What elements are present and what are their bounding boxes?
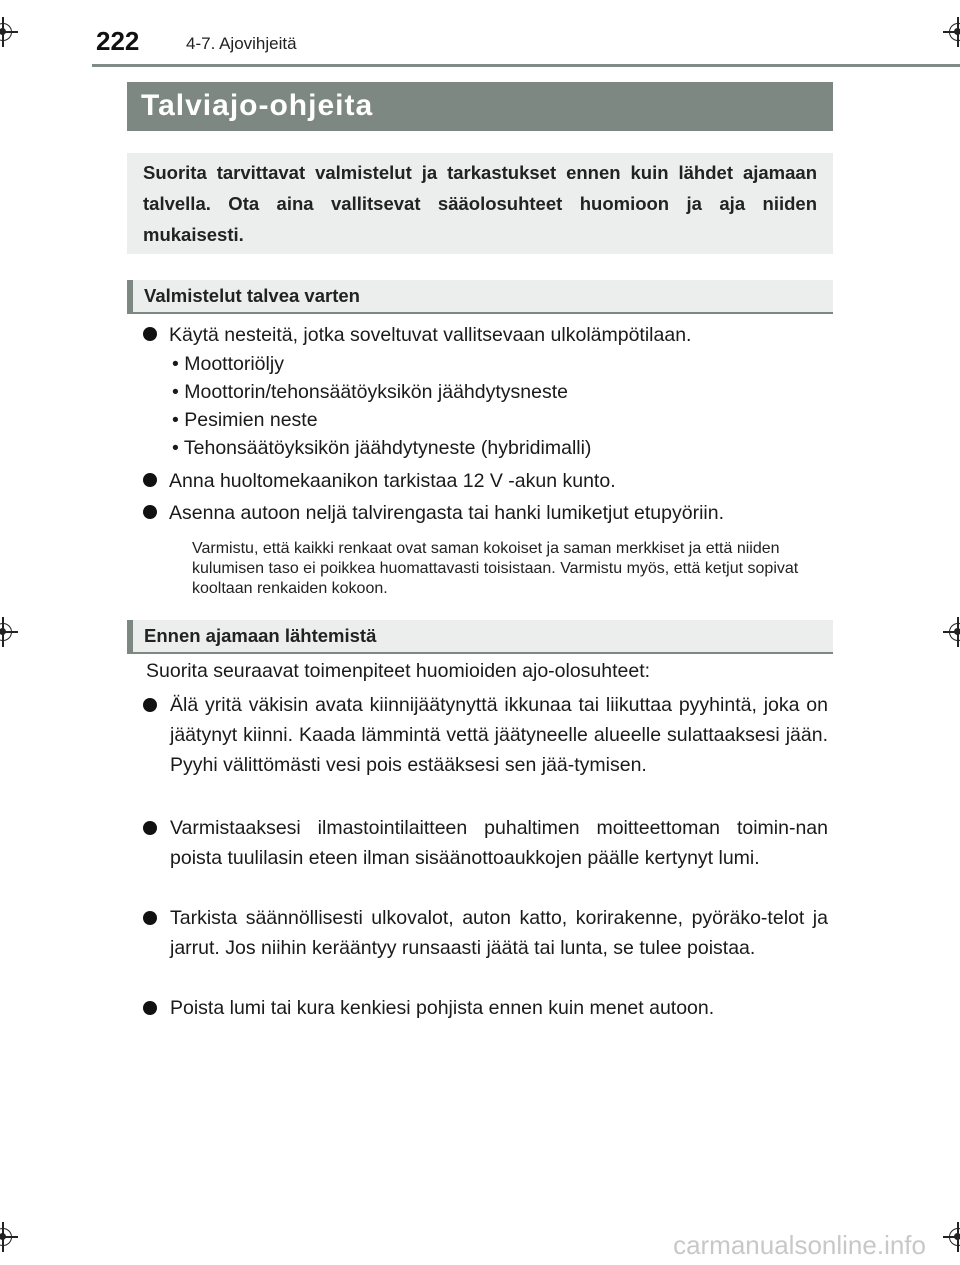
bullet-item [143,498,724,528]
watermark: carmanualsonline.info [673,1230,926,1260]
bullet-icon [143,505,157,519]
bullet-text: Varmistaaksesi ilmastointilaitteen puhaltimen moitteettoman toimin-nan poista tuulilasin eteen ilman sisäänottoaukkojen päälle kertynyt lumi. [170,817,828,869]
registration-mark-top-right [943,17,960,47]
bullet-text: Tarkista säännöllisesti ulkovalot, auton katto, korirakenne, pyöräko-telot ja jarrut. Jos niihin kerääntyy runsaasti jäätä tai lunta, se tulee poistaa. [170,907,828,959]
tire-note: Varmistu, että kaikki renkaat ovat saman kokoiset ja saman merkkiset ja että niiden kulumisen taso ei poikkea huomattavasti toisistaan. Varmistu myös, että ketjut sopivat kooltaan renkaiden kokoon. [192,540,799,597]
bullet-text: Käytä nesteitä, jotka soveltuvat vallitsevaan ulkolämpötilaan. [169,324,692,346]
section-label: 4-7. Ajovihjeitä [186,34,297,53]
bullet-icon [143,821,157,835]
bullet-item [143,466,616,496]
fluid-list-item: • Tehonsäätöyksikön jäähdytyneste (hybridimalli) [172,437,592,459]
heading-accent-bar [127,620,133,654]
registration-mark-top-left [0,17,18,47]
registration-mark-bottom-left [0,1222,18,1252]
bullet-text: Poista lumi tai kura kenkiesi pohjista ennen kuin menet autoon. [170,997,715,1019]
section-heading-before-driving [127,620,833,654]
header-divider [92,64,960,67]
intro-box [127,153,833,254]
bullet-text: Asenna autoon neljä talvirengasta tai hanki lumiketjut etupyöriin. [169,502,725,524]
bullet-item [143,813,828,873]
bullet-text: Anna huoltomekaanikon tarkistaa 12 V -akun kunto. [169,470,616,492]
registration-mark-bottom-right [943,1222,960,1252]
bullet-text: Älä yritä väkisin avata kiinnijäätynyttä ikkunaa tai liikuttaa pyyhintä, joka on jäätynyt kiinni. Kaada lämmintä vettä jäätyneelle alueelle sulattaaksesi jään. Pyyhi välittömästi vesi pois estääksesi sen jää-tymisen. [170,694,828,776]
title-bar [127,82,833,131]
bullet-item [143,320,691,350]
page-number: 222 [96,26,140,56]
section-heading-preparations [127,280,833,314]
section-heading-text: Ennen ajamaan lähtemistä [144,625,377,646]
bullet-item [143,993,828,1023]
bullet-item [143,903,828,963]
lead-text: Suorita seuraavat toimenpiteet huomioiden ajo-olosuhteet: [146,660,651,682]
fluid-list-item: • Moottoriöljy [172,353,284,375]
bullet-item [143,690,828,780]
page-title: Talviajo-ohjeita [141,89,374,122]
heading-accent-bar [127,280,133,314]
bullet-icon [143,327,157,341]
bullet-icon [143,1001,157,1015]
bullet-icon [143,911,157,925]
registration-mark-mid-left [0,617,18,647]
intro-text: Suorita tarvittavat valmistelut ja tarkastukset ennen kuin lähdet ajamaan talvella. Ota aina vallitsevat sääolosuhteet huomioon ja aja niiden mukaisesti. [143,162,817,245]
fluid-list-item: • Pesimien neste [172,409,318,431]
registration-mark-mid-right [943,617,960,647]
fluid-list-item: • Moottorin/tehonsäätöyksikön jäähdytysneste [172,381,568,403]
section-heading-text: Valmistelut talvea varten [144,285,360,306]
bullet-icon [143,698,157,712]
bullet-icon [143,473,157,487]
